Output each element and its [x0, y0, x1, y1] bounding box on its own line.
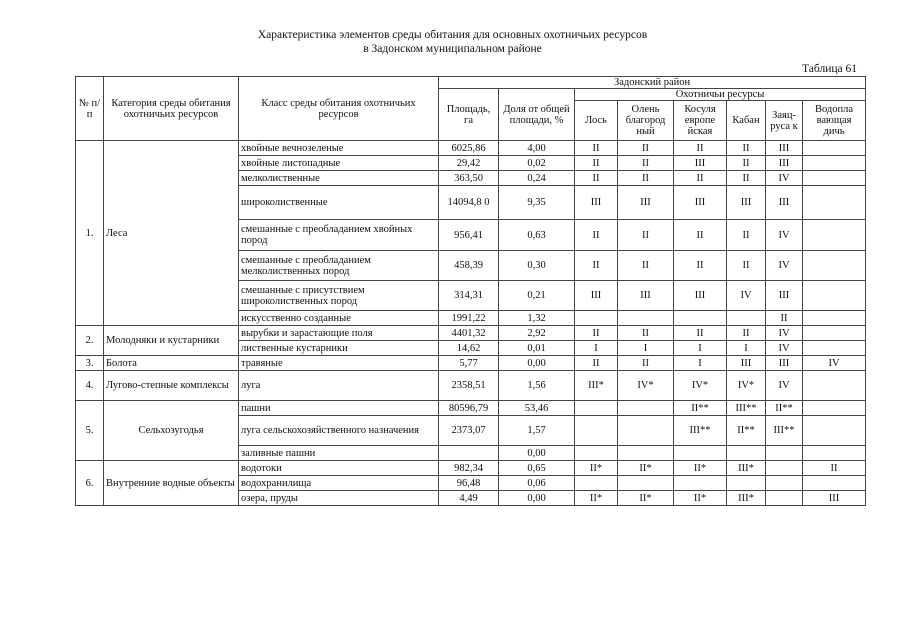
row-class: пашни — [239, 401, 439, 416]
row-resource — [727, 476, 766, 491]
header-species-moose: Лось — [575, 101, 618, 141]
row-resource — [803, 476, 866, 491]
row-class: травяные — [239, 356, 439, 371]
row-num: 3. — [76, 356, 104, 371]
row-resource: II** — [727, 416, 766, 446]
row-category: Сельхозугодья — [104, 401, 239, 461]
row-resource: III — [618, 186, 674, 220]
row-resource — [803, 446, 866, 461]
row-resource: II — [575, 251, 618, 281]
row-class: хвойные листопадные — [239, 156, 439, 171]
row-resource: II — [803, 461, 866, 476]
table-number: Таблица 61 — [802, 63, 857, 75]
header-species-waterfowl: Водопла вающая дичь — [803, 101, 866, 141]
header-resources: Охотничьи ресурсы — [575, 89, 866, 101]
document-title-line1: Характеристика элементов среды обитания для основных охотничьих ресурсов — [257, 29, 648, 41]
row-resource: III — [727, 356, 766, 371]
row-resource: II — [618, 220, 674, 251]
row-category: Лугово-степные комплексы — [104, 371, 239, 401]
row-resource: II* — [674, 491, 727, 506]
header-species-hare: Заяц-руса к — [766, 101, 803, 141]
row-resource: III — [766, 186, 803, 220]
row-resource: IV* — [674, 371, 727, 401]
row-area: 4401,32 — [439, 326, 499, 341]
row-num: 6. — [76, 461, 104, 506]
row-share: 0,21 — [499, 281, 575, 311]
row-class: смешанные с присутствием широколиственных пород — [239, 281, 439, 311]
row-area: 982,34 — [439, 461, 499, 476]
row-area: 1991,22 — [439, 311, 499, 326]
header-num: № п/п — [76, 77, 104, 141]
row-class: хвойные вечнозеленые — [239, 141, 439, 156]
row-resource — [803, 341, 866, 356]
row-resource: II* — [674, 461, 727, 476]
row-resource: II* — [618, 461, 674, 476]
row-class: водотоки — [239, 461, 439, 476]
row-area: 956,41 — [439, 220, 499, 251]
row-num: 5. — [76, 401, 104, 461]
row-resource — [803, 416, 866, 446]
row-resource: II — [618, 326, 674, 341]
row-resource: IV — [766, 171, 803, 186]
row-resource — [575, 476, 618, 491]
row-area: 29,42 — [439, 156, 499, 171]
row-share: 0,24 — [499, 171, 575, 186]
row-class: широколиственные — [239, 186, 439, 220]
row-class: луга — [239, 371, 439, 401]
row-share: 1,57 — [499, 416, 575, 446]
row-resource: II — [618, 156, 674, 171]
row-resource: I — [727, 341, 766, 356]
row-resource: II — [727, 141, 766, 156]
row-resource: II — [618, 356, 674, 371]
row-resource: III — [618, 281, 674, 311]
row-class: смешанные с преобладанием мелколиственных пород — [239, 251, 439, 281]
row-resource: II — [575, 171, 618, 186]
row-resource — [803, 220, 866, 251]
header-category: Категория среды обитания охотничьих ресурсов — [104, 77, 239, 141]
row-share: 9,35 — [499, 186, 575, 220]
row-resource: IV — [727, 281, 766, 311]
row-area: 2373,07 — [439, 416, 499, 446]
row-resource: IV* — [618, 371, 674, 401]
header-share: Доля от общей площади, % — [499, 89, 575, 141]
row-resource: III** — [674, 416, 727, 446]
habitat-table — [75, 76, 866, 506]
row-share: 0,00 — [499, 356, 575, 371]
row-share: 53,46 — [499, 401, 575, 416]
row-resource — [803, 371, 866, 401]
row-resource — [618, 311, 674, 326]
row-area: 80596,79 — [439, 401, 499, 416]
row-resource: I — [618, 341, 674, 356]
row-resource: III — [575, 281, 618, 311]
header-district: Задонский район — [439, 77, 866, 89]
row-resource — [575, 416, 618, 446]
row-area: 2358,51 — [439, 371, 499, 401]
row-resource: II — [766, 311, 803, 326]
row-resource: I — [674, 341, 727, 356]
row-resource — [803, 311, 866, 326]
row-resource — [575, 311, 618, 326]
row-category: Леса — [104, 141, 239, 326]
row-share: 0,65 — [499, 461, 575, 476]
row-resource: II — [618, 251, 674, 281]
header-class: Класс среды обитания охотничьих ресурсов — [239, 77, 439, 141]
row-resource: IV — [766, 341, 803, 356]
header-species-red-deer: Олень благород ный — [618, 101, 674, 141]
row-area: 314,31 — [439, 281, 499, 311]
row-resource: II — [727, 156, 766, 171]
row-resource: II** — [766, 401, 803, 416]
row-resource: III — [674, 186, 727, 220]
row-share: 0,01 — [499, 341, 575, 356]
row-area: 363,50 — [439, 171, 499, 186]
row-class: искусственно созданные — [239, 311, 439, 326]
row-share: 0,63 — [499, 220, 575, 251]
row-resource: II — [727, 171, 766, 186]
row-resource: II* — [575, 491, 618, 506]
row-class: заливные пашни — [239, 446, 439, 461]
row-resource: II** — [674, 401, 727, 416]
row-category: Болота — [104, 356, 239, 371]
document-title-line2: в Задонском муниципальном районе — [363, 43, 542, 55]
row-resource — [618, 446, 674, 461]
row-resource: II* — [575, 461, 618, 476]
row-class: смешанные с преобладанием хвойных пород — [239, 220, 439, 251]
row-resource: II — [674, 171, 727, 186]
row-resource — [674, 446, 727, 461]
row-resource: III* — [727, 491, 766, 506]
row-resource: III — [766, 356, 803, 371]
row-share: 0,00 — [499, 491, 575, 506]
row-resource: II — [575, 326, 618, 341]
row-class: водохранилища — [239, 476, 439, 491]
row-resource: II — [674, 141, 727, 156]
row-resource: IV — [766, 371, 803, 401]
row-resource: IV — [803, 356, 866, 371]
row-resource — [727, 311, 766, 326]
row-resource — [727, 446, 766, 461]
row-class: лиственные кустарники — [239, 341, 439, 356]
row-resource: III** — [727, 401, 766, 416]
row-resource — [618, 401, 674, 416]
row-num: 2. — [76, 326, 104, 356]
row-resource: IV — [766, 326, 803, 341]
row-resource — [803, 186, 866, 220]
row-share: 2,92 — [499, 326, 575, 341]
row-num: 1. — [76, 141, 104, 326]
row-share: 4,00 — [499, 141, 575, 156]
row-resource: III — [766, 141, 803, 156]
row-class: мелколиственные — [239, 171, 439, 186]
row-share: 0,02 — [499, 156, 575, 171]
row-resource: IV* — [727, 371, 766, 401]
row-resource: II — [727, 251, 766, 281]
row-resource: III — [674, 156, 727, 171]
row-area: 458,39 — [439, 251, 499, 281]
row-resource: III** — [766, 416, 803, 446]
row-resource: II — [674, 220, 727, 251]
row-area: 14,62 — [439, 341, 499, 356]
row-resource: II — [674, 326, 727, 341]
row-resource — [766, 491, 803, 506]
row-resource: I — [575, 341, 618, 356]
row-category: Молодняки и кустарники — [104, 326, 239, 356]
row-resource: III — [766, 156, 803, 171]
row-resource: II — [674, 251, 727, 281]
row-resource: II — [575, 356, 618, 371]
row-class: озера, пруды — [239, 491, 439, 506]
row-resource: III* — [575, 371, 618, 401]
row-area: 96,48 — [439, 476, 499, 491]
row-resource: II* — [618, 491, 674, 506]
row-resource: II — [727, 220, 766, 251]
row-resource: II — [575, 156, 618, 171]
row-resource: I — [674, 356, 727, 371]
row-area: 6025,86 — [439, 141, 499, 156]
row-resource — [674, 476, 727, 491]
row-share: 1,56 — [499, 371, 575, 401]
row-area: 4,49 — [439, 491, 499, 506]
row-resource — [803, 401, 866, 416]
row-resource: III — [674, 281, 727, 311]
row-resource — [803, 281, 866, 311]
row-resource — [803, 156, 866, 171]
row-resource: II — [575, 141, 618, 156]
row-resource — [803, 171, 866, 186]
row-resource: II — [618, 171, 674, 186]
row-resource: III* — [727, 461, 766, 476]
row-resource — [618, 476, 674, 491]
row-resource: III — [766, 281, 803, 311]
row-resource: III — [575, 186, 618, 220]
row-resource — [618, 416, 674, 446]
row-class: вырубки и зарастающие поля — [239, 326, 439, 341]
row-share: 0,00 — [499, 446, 575, 461]
row-resource — [803, 326, 866, 341]
row-category: Внутренние водные объекты — [104, 461, 239, 506]
row-area: 5,77 — [439, 356, 499, 371]
row-resource — [575, 446, 618, 461]
row-share: 1,32 — [499, 311, 575, 326]
row-resource — [803, 251, 866, 281]
row-resource — [674, 311, 727, 326]
header-species-boar: Кабан — [727, 101, 766, 141]
row-resource: IV — [766, 251, 803, 281]
row-resource: III — [803, 491, 866, 506]
row-resource — [766, 446, 803, 461]
row-resource — [766, 461, 803, 476]
row-class: луга сельскохозяйственного назначения — [239, 416, 439, 446]
row-area: 14094,8 0 — [439, 186, 499, 220]
row-num: 4. — [76, 371, 104, 401]
row-resource: II — [575, 220, 618, 251]
row-resource — [803, 141, 866, 156]
row-area — [439, 446, 499, 461]
row-resource: III — [727, 186, 766, 220]
row-resource — [575, 401, 618, 416]
row-resource — [766, 476, 803, 491]
row-share: 0,06 — [499, 476, 575, 491]
header-area: Площадь, га — [439, 89, 499, 141]
row-share: 0,30 — [499, 251, 575, 281]
row-resource: II — [618, 141, 674, 156]
header-species-roe-deer: Косуля европе йская — [674, 101, 727, 141]
row-resource: II — [727, 326, 766, 341]
row-resource: IV — [766, 220, 803, 251]
